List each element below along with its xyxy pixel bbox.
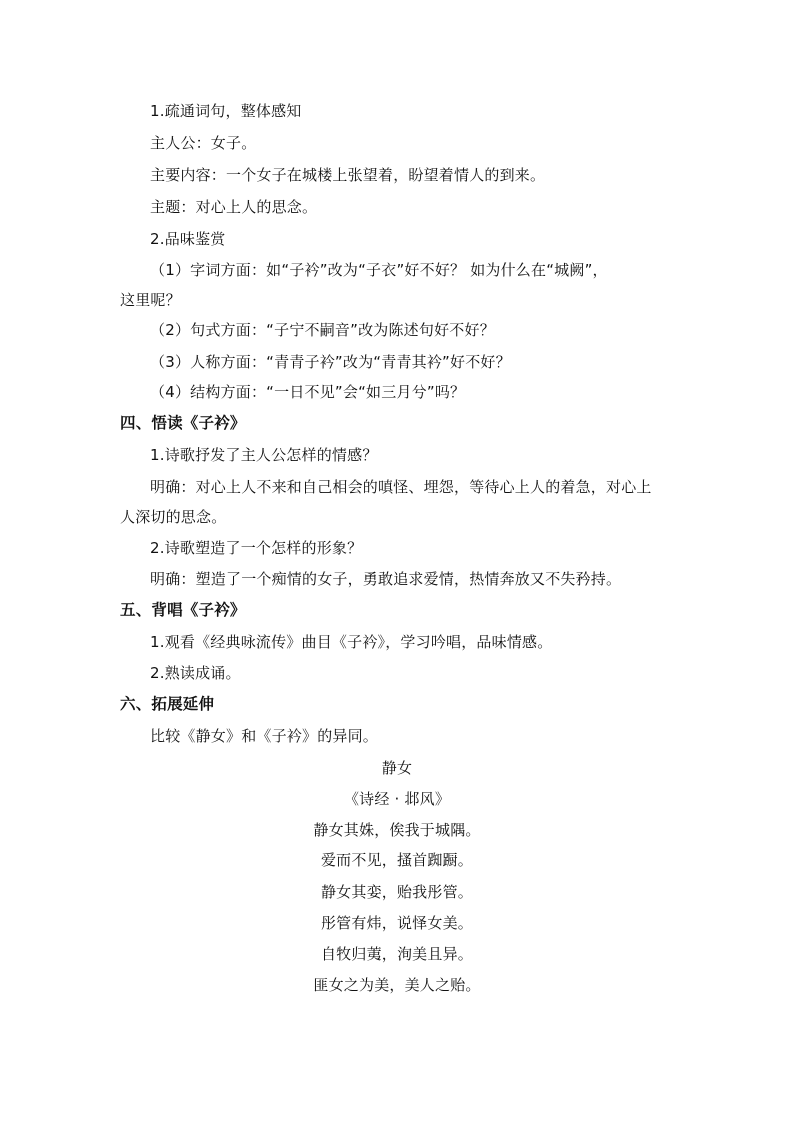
poem-verse: 匪女之为美，美人之贻。 [313, 976, 481, 994]
poem-verse: 静女其娈，贻我彤管。 [320, 883, 473, 901]
section-4-answer-2: 明确：塑造了一个痴情的女子，勇敢追求爱情，热情奔放又不失矜持。 [150, 570, 622, 588]
poem-title: 静女 [381, 759, 413, 777]
section-4-answer-1-a: 明确：对心上人不来和自己相会的嗔怪、埋怨，等待心上人的着急，对心上 [150, 478, 652, 496]
heading-section-6: 六、拓展延伸 [120, 695, 215, 713]
section-5-item-1: 1.观看《经典咏流传》曲目《子衿》，学习吟唱，品味情感。 [150, 633, 553, 651]
theme-line: 主题：对心上人的思念。 [150, 198, 318, 216]
section-4-question-1: 1.诗歌抒发了主人公怎样的情感？ [150, 446, 378, 464]
poem-verse: 爱而不见，搔首踟蹰。 [320, 851, 473, 869]
poem-verse: 自牧归荑，洵美且异。 [320, 945, 473, 963]
section-4-answer-1-b: 人深切的思念。 [120, 508, 227, 526]
section-5-item-2: 2.熟读成诵。 [150, 664, 241, 682]
section-6-item-1: 比较《静女》和《子衿》的异同。 [150, 727, 379, 745]
poem-source: 《诗经 · 邶风》 [343, 790, 451, 808]
heading-section-4: 四、悟读《子衿》 [120, 414, 246, 432]
question-1-line-b: 这里呢？ [120, 291, 181, 309]
question-4-line: （4）结构方面：“一日不见”会“如三月兮”吗？ [150, 383, 466, 401]
question-1-line-a: （1）字词方面：如“子衿”改为“子衣”好不好？ 如为什么在“城阙”， [150, 261, 608, 279]
question-3-line: （3）人称方面：“青青子衿”改为“青青其衿”好不好？ [150, 353, 511, 371]
poem-verse: 静女其姝，俟我于城隅。 [313, 821, 481, 839]
poem-verse: 彤管有炜，说怿女美。 [320, 914, 473, 932]
main-content-line: 主要内容：一个女子在城楼上张望着，盼望着情人的到来。 [150, 166, 546, 184]
section-step-1: 1.疏通词句，整体感知 [150, 102, 302, 120]
heading-section-5: 五、背唱《子衿》 [120, 601, 246, 619]
protagonist-line: 主人公：女子。 [150, 134, 257, 152]
section-4-question-2: 2.诗歌塑造了一个怎样的形象？ [150, 539, 363, 557]
question-2-line: （2）句式方面：“子宁不嗣音”改为陈述句好不好？ [150, 321, 495, 339]
section-step-2: 2.品味鉴赏 [150, 230, 226, 248]
